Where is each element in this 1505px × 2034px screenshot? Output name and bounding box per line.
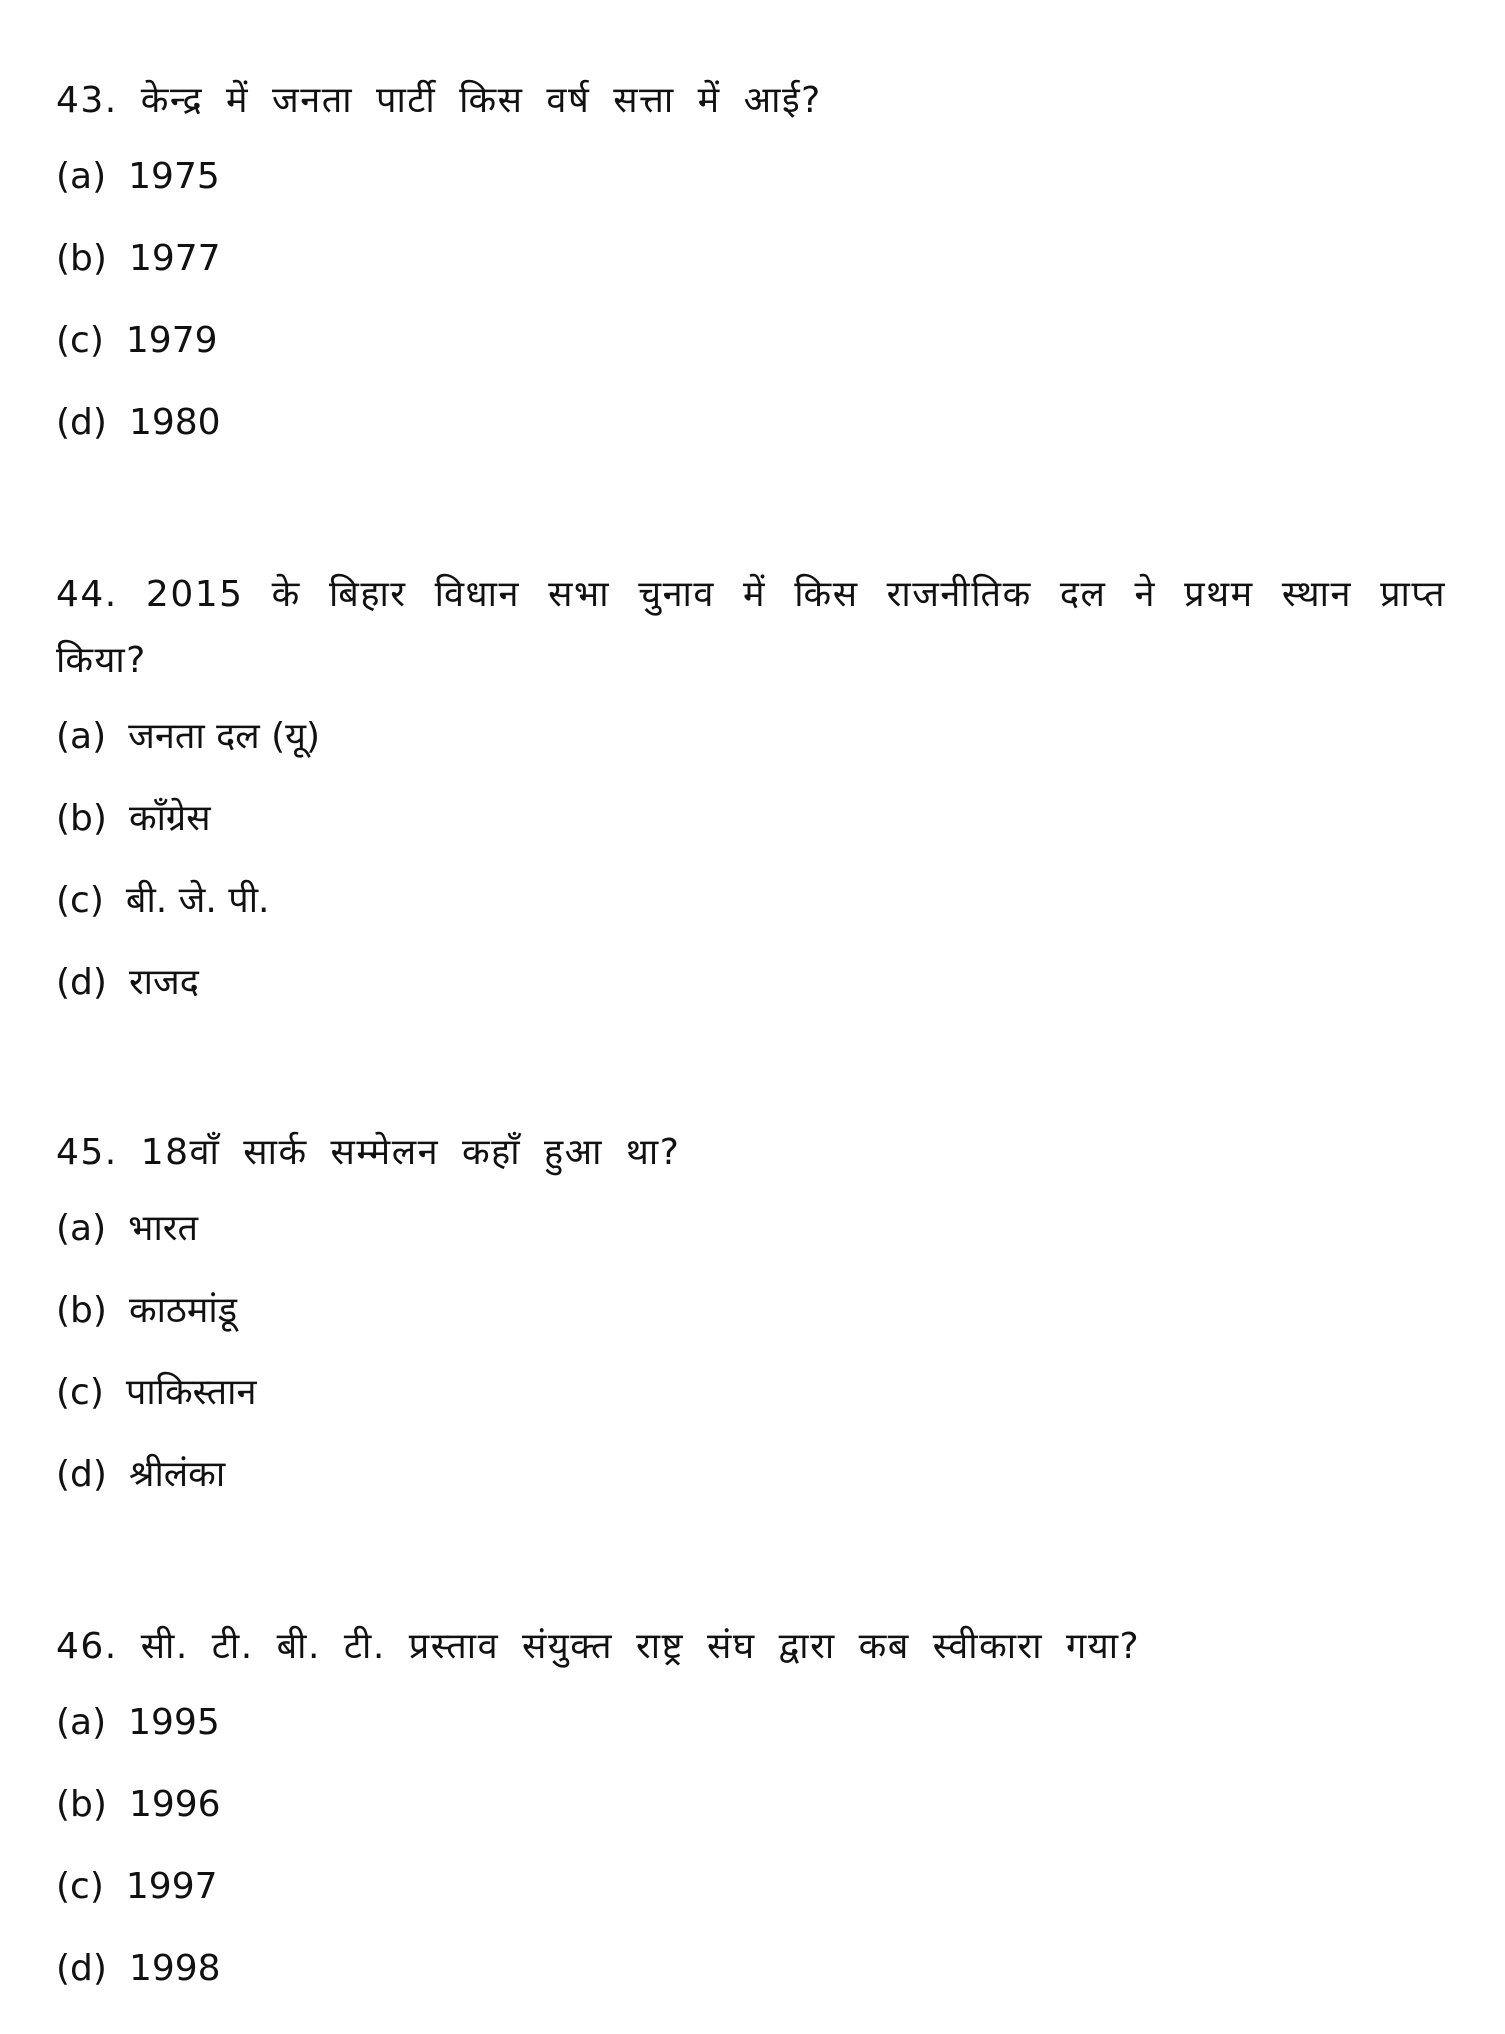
option-text: 1979 <box>125 320 218 361</box>
question-text <box>56 1614 1446 1682</box>
option-text: राजद <box>128 962 199 1003</box>
question-46 <box>56 1614 1446 2010</box>
option-label: (d) <box>56 1454 107 1495</box>
option-label: (a) <box>56 1208 107 1249</box>
option-a <box>56 1682 1446 1764</box>
option-d <box>56 942 1446 1024</box>
option-label: (d) <box>56 962 107 1003</box>
question-number: 45. <box>56 1132 118 1173</box>
question-body: 2015 के बिहार विधान सभा चुनाव में किस राजनीतिक दल ने प्रथम स्थान प्राप्त किया? <box>56 574 1446 681</box>
option-d <box>56 382 1446 464</box>
option-label: (c) <box>56 1866 104 1907</box>
option-label: (b) <box>56 238 107 279</box>
option-b <box>56 1764 1446 1846</box>
question-text <box>56 68 1446 136</box>
option-text: काँग्रेस <box>128 798 211 839</box>
question-body: सी. टी. बी. टी. प्रस्ताव संयुक्त राष्ट्र संघ द्वारा कब स्वीकारा गया? <box>140 1626 1141 1667</box>
option-text: 1980 <box>128 402 221 443</box>
option-label: (c) <box>56 320 104 361</box>
option-text: 1997 <box>125 1866 218 1907</box>
option-text: भारत <box>128 1208 199 1249</box>
option-a <box>56 696 1446 778</box>
option-text: पाकिस्तान <box>125 1372 257 1413</box>
option-a <box>56 136 1446 218</box>
option-text: काठमांडू <box>128 1290 237 1331</box>
option-label: (b) <box>56 1784 107 1825</box>
option-text: जनता दल (यू) <box>128 716 321 757</box>
option-d <box>56 1434 1446 1516</box>
question-text <box>56 562 1446 696</box>
option-c <box>56 1352 1446 1434</box>
option-label: (c) <box>56 880 104 921</box>
option-label: (d) <box>56 1948 107 1989</box>
option-a <box>56 1188 1446 1270</box>
option-label: (b) <box>56 798 107 839</box>
option-b <box>56 218 1446 300</box>
option-text: 1995 <box>128 1702 220 1743</box>
option-text: 1975 <box>128 156 220 197</box>
question-45 <box>56 1120 1446 1516</box>
option-text: 1998 <box>128 1948 221 1989</box>
option-text: बी. जे. पी. <box>125 880 270 921</box>
option-b <box>56 1270 1446 1352</box>
option-c <box>56 860 1446 942</box>
option-c <box>56 300 1446 382</box>
option-label: (c) <box>56 1372 104 1413</box>
question-44 <box>56 562 1446 1024</box>
option-label: (b) <box>56 1290 107 1331</box>
option-label: (d) <box>56 402 107 443</box>
option-c <box>56 1846 1446 1928</box>
option-text: श्रीलंका <box>128 1454 226 1495</box>
question-text <box>56 1120 1446 1188</box>
option-text: 1977 <box>128 238 221 279</box>
question-number: 46. <box>56 1626 118 1667</box>
option-label: (a) <box>56 1702 107 1743</box>
question-43 <box>56 68 1446 464</box>
option-label: (a) <box>56 156 107 197</box>
question-number: 44. <box>56 574 118 615</box>
question-number: 43. <box>56 80 118 121</box>
question-body: 18वाँ सार्क सम्मेलन कहाँ हुआ था? <box>140 1132 681 1173</box>
option-b <box>56 778 1446 860</box>
question-body: केन्द्र में जनता पार्टी किस वर्ष सत्ता में आई? <box>140 80 822 121</box>
option-text: 1996 <box>128 1784 221 1825</box>
option-label: (a) <box>56 716 107 757</box>
option-d <box>56 1928 1446 2010</box>
